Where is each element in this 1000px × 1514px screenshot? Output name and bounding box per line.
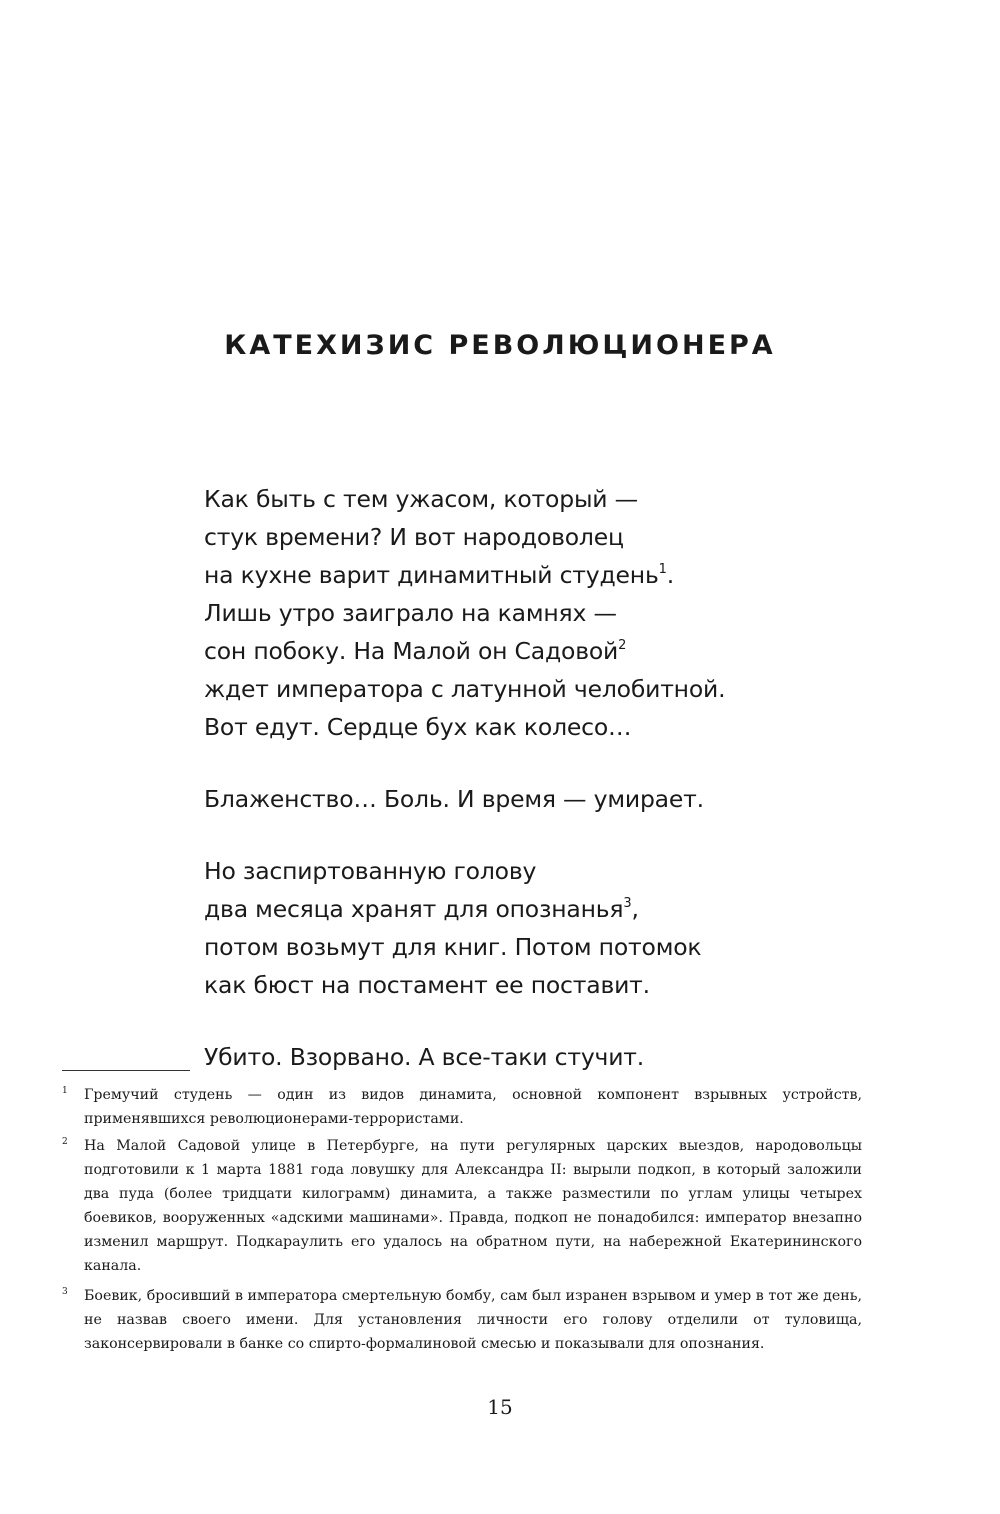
footnote-2 xyxy=(62,1134,862,1278)
footnote-text: Боевик, бросивший в императора смертельную бомбу, сам был изранен взрывом и умер в тот же день, не назвав своего имени. Для установления личности его голову отделили от туловища, законсервировали в банке со спирто-формалиновой смесью и показывали для опознания. xyxy=(84,1288,862,1352)
poem-line: как бюст на постамент ее поставит. xyxy=(204,971,650,999)
stanza-gap xyxy=(204,1004,924,1038)
poem-line: Лишь утро заиграло на камнях — xyxy=(204,599,617,627)
poem-line: Вот едут. Сердце бух как колесо… xyxy=(204,713,632,741)
chapter-title: КАТЕХИЗИС РЕВОЛЮЦИОНЕРА xyxy=(224,330,776,361)
stanza-4 xyxy=(204,1038,924,1076)
stanza-3 xyxy=(204,852,924,1004)
poem-line: ждет императора с латунной челобитной. xyxy=(204,675,726,703)
poem-line: Но заспиртованную голову xyxy=(204,857,537,885)
poem xyxy=(204,480,924,1076)
footnote-number: 3 xyxy=(62,1287,68,1297)
footnote-divider xyxy=(62,1070,190,1071)
page-number: 15 xyxy=(487,1395,513,1419)
footnote-number: 2 xyxy=(62,1137,68,1147)
poem-line: на кухне варит динамитный студень$^1$. xyxy=(204,561,674,589)
footnote-ref-3[interactable]: 3 xyxy=(623,896,632,911)
stanza-2 xyxy=(204,780,924,818)
poem-line: потом возьмут для книг. Потом потомок xyxy=(204,933,702,961)
footnote-ref-2[interactable]: 2 xyxy=(618,638,627,653)
poem-line: сон побоку. На Малой он Садовой$^2$ xyxy=(204,637,627,665)
poem-line: два месяца хранят для опознанья$^3$, xyxy=(204,895,639,923)
poem-line: стук времени? И вот народоволец xyxy=(204,523,624,551)
stanza-gap xyxy=(204,746,924,780)
footnote-text: На Малой Садовой улице в Петербурге, на пути регулярных царских выездов, народовольцы подготовили к 1 марта 1881 года ловушку для Александра II: вырыли подкоп, в который заложили два пуда (более тридцати килограмм) динамита, а также разместили по углам улицы четырех боевиков, вооруженных «адскими машинами». Правда, подкоп не понадобился: император внезапно изменил маршрут. Подкараулить его удалось на обратном пути, на набережной Екатерининского канала. xyxy=(84,1138,862,1274)
footnote-number: 1 xyxy=(62,1086,68,1096)
stanza-1 xyxy=(204,480,924,746)
footnote-text: Гремучий студень — один из видов динамита, основной компонент взрывных устройств, применявшихся революционерами-террористами. xyxy=(84,1087,862,1127)
footnote-1 xyxy=(62,1083,862,1131)
poem-line: Убито. Взорвано. А все-таки стучит. xyxy=(204,1043,645,1071)
footnote-3 xyxy=(62,1284,862,1356)
poem-line: Как быть с тем ужасом, который — xyxy=(204,485,638,513)
stanza-gap xyxy=(204,818,924,852)
footnote-ref-1[interactable]: 1 xyxy=(658,562,667,577)
poem-line: Блаженство… Боль. И время — умирает. xyxy=(204,785,704,813)
